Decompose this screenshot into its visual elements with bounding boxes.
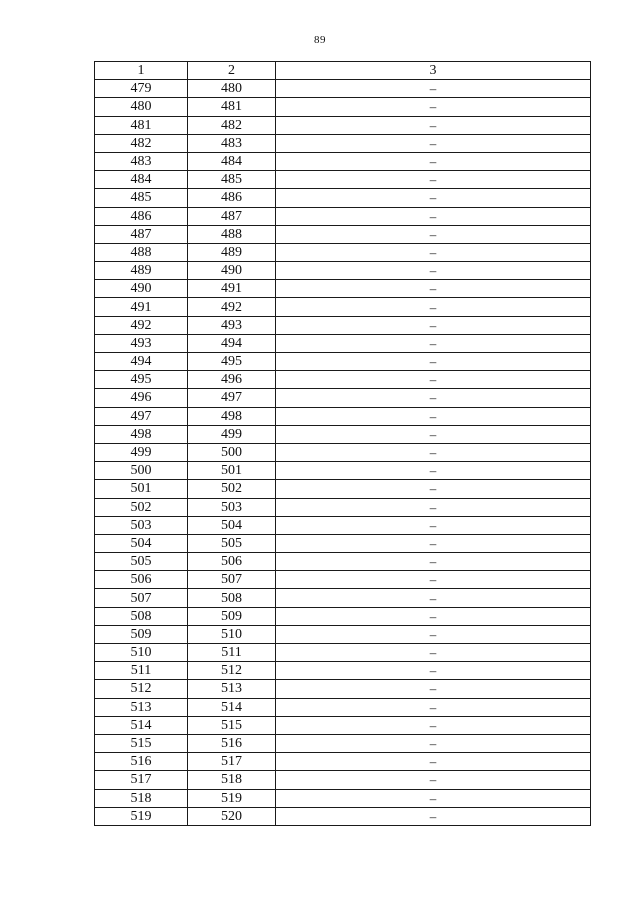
table-cell-col-3: – [276,716,591,734]
table-cell-col-1: 499 [95,443,188,461]
table-cell-col-2: 480 [188,80,276,98]
table-cell-col-2: 516 [188,734,276,752]
table-cell-col-3: – [276,280,591,298]
table-cell-col-3: – [276,152,591,170]
table-cell-col-3: – [276,298,591,316]
table-cell-col-3: – [276,243,591,261]
table-cell-col-2: 509 [188,607,276,625]
table-cell-col-3: – [276,789,591,807]
table-cell-col-3: – [276,680,591,698]
table-row [95,334,591,352]
table-cell-col-1: 489 [95,262,188,280]
column-header-3: 3 [276,62,591,80]
table-cell-col-3: – [276,134,591,152]
table-cell-col-1: 494 [95,353,188,371]
table-cell-col-1: 480 [95,98,188,116]
table-cell-col-1: 484 [95,171,188,189]
table-row [95,407,591,425]
table-row [95,116,591,134]
table-cell-col-2: 503 [188,498,276,516]
table-cell-col-1: 487 [95,225,188,243]
table-row [95,534,591,552]
table-cell-col-3: – [276,480,591,498]
table-cell-col-1: 519 [95,807,188,825]
table-cell-col-3: – [276,534,591,552]
table-cell-col-2: 489 [188,243,276,261]
table-cell-col-1: 500 [95,462,188,480]
table-cell-col-2: 484 [188,152,276,170]
table-cell-col-3: – [276,334,591,352]
table-row [95,571,591,589]
table-row [95,680,591,698]
table-cell-col-2: 517 [188,753,276,771]
table-cell-col-2: 496 [188,371,276,389]
table-cell-col-3: – [276,498,591,516]
table-cell-col-3: – [276,662,591,680]
table-row [95,589,591,607]
table-cell-col-1: 479 [95,80,188,98]
table-cell-col-3: – [276,553,591,571]
table-row [95,734,591,752]
table-row [95,80,591,98]
table-cell-col-1: 512 [95,680,188,698]
table-cell-col-2: 490 [188,262,276,280]
table-cell-col-2: 483 [188,134,276,152]
table-cell-col-3: – [276,316,591,334]
table-cell-col-2: 492 [188,298,276,316]
table-cell-col-2: 505 [188,534,276,552]
table-row [95,553,591,571]
table-cell-col-1: 508 [95,607,188,625]
header-row [95,62,591,80]
table-cell-col-3: – [276,371,591,389]
table-cell-col-2: 518 [188,771,276,789]
table-cell-col-1: 498 [95,425,188,443]
table-cell-col-3: – [276,571,591,589]
table-cell-col-2: 520 [188,807,276,825]
table-row [95,480,591,498]
table-cell-col-2: 497 [188,389,276,407]
table-row [95,134,591,152]
table-cell-col-1: 492 [95,316,188,334]
table-row [95,171,591,189]
table-row [95,425,591,443]
table-row [95,498,591,516]
table-cell-col-1: 511 [95,662,188,680]
table-row [95,152,591,170]
table-row [95,462,591,480]
table-cell-col-3: – [276,443,591,461]
table-cell-col-2: 481 [188,98,276,116]
table-cell-col-1: 510 [95,644,188,662]
table-row [95,662,591,680]
table-cell-col-3: – [276,225,591,243]
table-cell-col-1: 504 [95,534,188,552]
table-cell-col-2: 498 [188,407,276,425]
table-cell-col-2: 493 [188,316,276,334]
table-cell-col-1: 516 [95,753,188,771]
table-cell-col-1: 488 [95,243,188,261]
table-cell-col-1: 507 [95,589,188,607]
table-cell-col-3: – [276,189,591,207]
table-cell-col-1: 515 [95,734,188,752]
table-cell-col-3: – [276,625,591,643]
table-cell-col-2: 501 [188,462,276,480]
table-cell-col-1: 491 [95,298,188,316]
table-cell-col-1: 513 [95,698,188,716]
table-cell-col-1: 505 [95,553,188,571]
table-cell-col-1: 482 [95,134,188,152]
table-row [95,753,591,771]
table-cell-col-3: – [276,771,591,789]
table-body [95,80,591,826]
table-cell-col-2: 508 [188,589,276,607]
table-cell-col-3: – [276,516,591,534]
table-cell-col-2: 507 [188,571,276,589]
table-cell-col-3: – [276,80,591,98]
table-row [95,316,591,334]
table-cell-col-1: 501 [95,480,188,498]
table-cell-col-3: – [276,171,591,189]
table-cell-col-2: 506 [188,553,276,571]
table-cell-col-2: 512 [188,662,276,680]
table-cell-col-2: 504 [188,516,276,534]
table-row [95,807,591,825]
table-cell-col-3: – [276,607,591,625]
page-number: 89 [314,34,326,46]
table-cell-col-3: – [276,98,591,116]
table-cell-col-1: 497 [95,407,188,425]
table-cell-col-1: 481 [95,116,188,134]
table-cell-col-2: 502 [188,480,276,498]
table-cell-col-2: 515 [188,716,276,734]
table-row [95,443,591,461]
table-cell-col-1: 486 [95,207,188,225]
table-cell-col-2: 486 [188,189,276,207]
table-row [95,298,591,316]
table-row [95,280,591,298]
table-cell-col-2: 487 [188,207,276,225]
table-row [95,262,591,280]
table-cell-col-3: – [276,389,591,407]
table-row [95,625,591,643]
table-cell-col-3: – [276,425,591,443]
table-cell-col-2: 499 [188,425,276,443]
table-cell-col-1: 483 [95,152,188,170]
table-cell-col-1: 517 [95,771,188,789]
table-row [95,789,591,807]
table-cell-col-2: 500 [188,443,276,461]
table-cell-col-2: 519 [188,789,276,807]
table-cell-col-1: 493 [95,334,188,352]
table-cell-col-1: 503 [95,516,188,534]
table-cell-col-2: 491 [188,280,276,298]
table-cell-col-1: 509 [95,625,188,643]
table-row [95,516,591,534]
table-cell-col-3: – [276,807,591,825]
table-cell-col-1: 496 [95,389,188,407]
table-cell-col-2: 510 [188,625,276,643]
table-cell-col-1: 485 [95,189,188,207]
table-cell-col-3: – [276,207,591,225]
table-cell-col-2: 485 [188,171,276,189]
table-row [95,225,591,243]
table-row [95,98,591,116]
table-cell-col-2: 513 [188,680,276,698]
data-table [94,61,591,826]
table-cell-col-2: 494 [188,334,276,352]
table-cell-col-3: – [276,262,591,280]
table-cell-col-3: – [276,116,591,134]
table-cell-col-1: 490 [95,280,188,298]
table-row [95,716,591,734]
table-cell-col-3: – [276,734,591,752]
table-cell-col-3: – [276,753,591,771]
table-row [95,607,591,625]
table-cell-col-3: – [276,644,591,662]
table-cell-col-3: – [276,462,591,480]
table-cell-col-2: 482 [188,116,276,134]
table-cell-col-1: 518 [95,789,188,807]
table-cell-col-3: – [276,589,591,607]
column-header-1: 1 [95,62,188,80]
table-row [95,353,591,371]
table-cell-col-1: 506 [95,571,188,589]
table-cell-col-2: 514 [188,698,276,716]
table-row [95,771,591,789]
table-row [95,189,591,207]
table-row [95,698,591,716]
table-cell-col-1: 502 [95,498,188,516]
table-row [95,243,591,261]
table-row [95,207,591,225]
column-header-2: 2 [188,62,276,80]
table-cell-col-3: – [276,353,591,371]
table-row [95,389,591,407]
table-row [95,371,591,389]
table-cell-col-2: 511 [188,644,276,662]
table-cell-col-3: – [276,407,591,425]
table-cell-col-3: – [276,698,591,716]
table-cell-col-1: 514 [95,716,188,734]
table-cell-col-1: 495 [95,371,188,389]
table-cell-col-2: 488 [188,225,276,243]
table-row [95,644,591,662]
table-header [95,62,591,80]
table-cell-col-2: 495 [188,353,276,371]
